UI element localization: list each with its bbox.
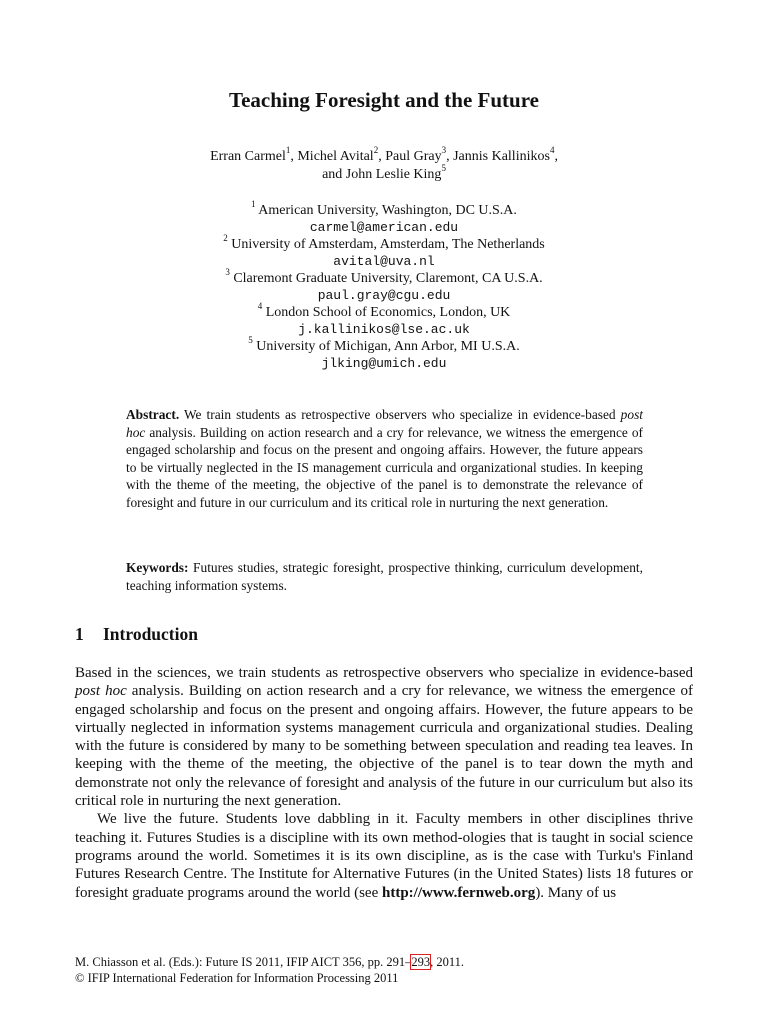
author-affil-mark: 3 xyxy=(441,145,447,156)
footer xyxy=(75,954,464,986)
author-separator: , xyxy=(554,149,558,164)
author-affil-mark: 4 xyxy=(549,145,555,156)
author-name: and John Leslie King xyxy=(322,167,442,182)
author-name: Paul Gray xyxy=(385,149,442,164)
citation-line: M. Chiasson et al. (Eds.): Future IS 2011, IFIP AICT 356, pp. 291–293, 2011. xyxy=(75,955,465,969)
abstract: Abstract. We train students as retrospective observers who specialize in evidence-based post hoc analysis. Building on action research and a cry for relevance, we witness the emergence of engaged scholarship and focus on the present and ongoing affairs. However, the future appears to be virtually neglected in the IS management curricula and organizational studies. In keeping with the theme of the meeting, the objective of the panel is to demonstrate the relevance of foresight and future in our curriculum and its critical role in nurturing the next generation. xyxy=(126,407,643,510)
keywords-label: Keywords: xyxy=(126,560,189,575)
affiliation-name: $^3$ Claremont Graduate University, Claremont, CA U.S.A. xyxy=(225,267,543,286)
paragraph: Based in the sciences, we train students as retrospective observers who specialize in evidence-based post hoc analysis. Building on action research and a cry for relevance, we witness the emergence of engaged scholarship and focus on the present and ongoing affairs. However, the future appears to be virtually neglected in information systems management curricula and organizational studies. Dealing with the future is considered by many to be something between speculation and reading tea leaves. In keeping with the theme of the meeting, the objective of the panel is to tear down the myth and demonstrate not only the relevance of foresight and analysis of the future in our curriculum but also its critical role in nurturing the next generation. xyxy=(75,665,693,810)
affil-mark: 3 xyxy=(225,267,230,278)
paragraph: We live the future. Students love dabbling in it. Faculty members in other disciplines thrive teaching it. Futures Studies is a discipline with its own method-ologies that is taught in social science programs around the world. Sometimes it is its own discipline, as is the case with Turku's Finland Futures Research Centre. The Institute for Alternative Futures (in the United States) lists 18 futures or foresight graduate programs around the world (see http://www.fernweb.org). Many of us xyxy=(75,811,693,901)
author-affil-mark: 2 xyxy=(373,145,379,156)
affil-mark: 4 xyxy=(257,301,263,312)
affil-mark: 1 xyxy=(251,199,256,210)
section-number: 1 xyxy=(75,624,84,644)
affiliation-email: j.kallinikos@lse.ac.uk xyxy=(298,322,470,337)
author-affil-mark: 5 xyxy=(441,163,446,174)
affiliation-name: $^5$ University of Michigan, Ann Arbor, MI U.S.A. xyxy=(248,335,520,354)
author-name: Erran Carmel xyxy=(210,149,286,164)
author-separator: , xyxy=(290,149,298,164)
author-list xyxy=(0,145,768,184)
author-line-2 xyxy=(0,163,768,184)
author-separator: , xyxy=(446,149,454,164)
author-name: Jannis Kallinikos xyxy=(453,149,550,164)
abstract-label: Abstract. xyxy=(126,407,180,422)
page-link[interactable]: 293 xyxy=(411,955,431,969)
affiliation-name: $^1$ American University, Washington, DC U.S.A. xyxy=(251,199,517,218)
affiliation-name: $^4$ London School of Economics, London, UK xyxy=(257,301,511,320)
author-line-1 xyxy=(0,145,768,166)
copyright-line: © IFIP International Federation for Information Processing 2011 xyxy=(75,971,399,985)
affiliation-list xyxy=(0,199,768,372)
affiliation-email: jlking@umich.edu xyxy=(321,356,447,371)
affiliation-name: $^2$ University of Amsterdam, Amsterdam, The Netherlands xyxy=(223,233,545,252)
author-name: Michel Avital xyxy=(297,149,374,164)
author-separator: , xyxy=(378,149,386,164)
affiliation-email: avital@uva.nl xyxy=(333,254,435,269)
affiliation-email: paul.gray@cgu.edu xyxy=(317,288,451,303)
body-text xyxy=(75,664,693,902)
affil-mark: 2 xyxy=(223,233,228,244)
affil-mark: 5 xyxy=(248,335,253,346)
paper-title: Teaching Foresight and the Future xyxy=(229,88,539,112)
affiliation-email: carmel@american.edu xyxy=(309,220,459,235)
author-affil-mark: 1 xyxy=(285,145,291,156)
section-title: Introduction xyxy=(103,624,198,644)
web-link[interactable]: http://www.fernweb.org xyxy=(381,884,536,901)
section-heading xyxy=(75,624,198,645)
keywords: Keywords: Futures studies, strategic foresight, prospective thinking, curriculum development, teaching information systems. xyxy=(126,560,643,593)
